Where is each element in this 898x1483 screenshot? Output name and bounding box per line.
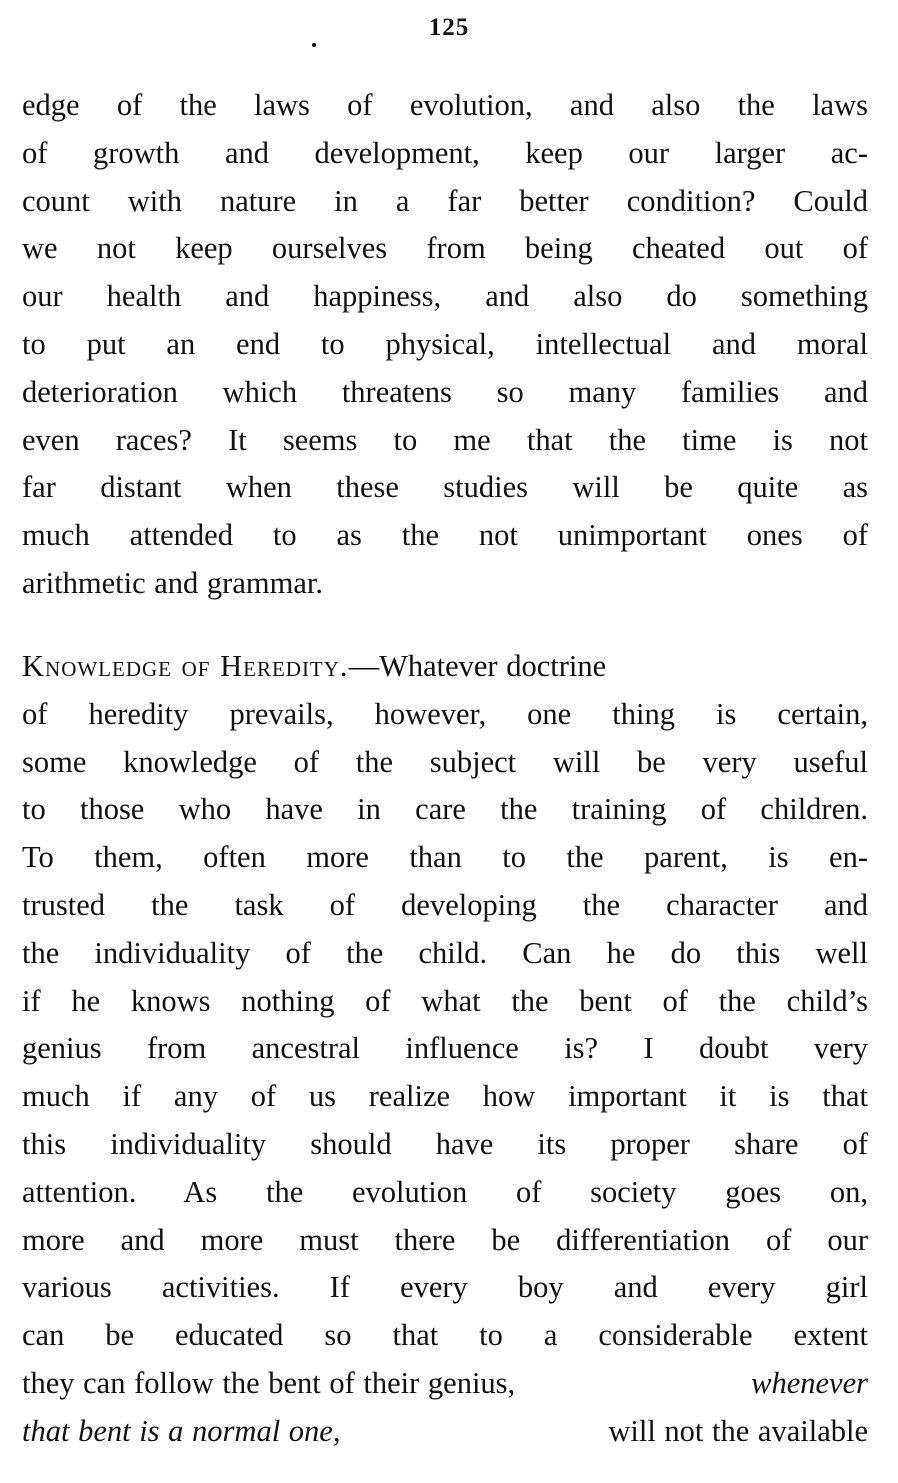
text-line: deterioration which threatens so many families and bbox=[22, 374, 868, 409]
text-line: to put an end to physical, intellectual and moral bbox=[22, 326, 868, 361]
text-line: some knowledge of the subject will be very useful bbox=[22, 744, 868, 779]
text-line: the individuality of the child. Can he do this well bbox=[22, 935, 868, 970]
text-line: genius from ancestral influence is? I doubt very bbox=[22, 1031, 868, 1066]
text-line bbox=[22, 1408, 868, 1456]
heading-continuation: —Whatever doctrine bbox=[348, 649, 607, 683]
text-line bbox=[22, 1360, 868, 1408]
text-line: attention. As the evolution of society goes on, bbox=[22, 1174, 868, 1209]
text-line: if he knows nothing of what the bent of the child’s bbox=[22, 983, 868, 1018]
emphasis-text: whenever bbox=[751, 1365, 868, 1400]
paragraph-evolution bbox=[22, 82, 868, 608]
text-line: even races? It seems to me that the time is not bbox=[22, 422, 868, 457]
paragraph-heredity bbox=[22, 643, 868, 1456]
text-line: edge of the laws of evolution, and also the laws bbox=[22, 88, 868, 122]
section-heading: Knowledge of Heredity. bbox=[22, 649, 349, 683]
print-speck bbox=[312, 43, 316, 47]
text-line: much if any of us realize how important it is that bbox=[22, 1079, 868, 1114]
text-segment: will not the available bbox=[608, 1413, 868, 1448]
text-line: various activities. If every boy and every girl bbox=[22, 1270, 868, 1305]
text-line: to those who have in care the training of children. bbox=[22, 792, 868, 827]
text-line: of growth and development, keep our larger ac- bbox=[22, 135, 868, 170]
text-line: of heredity prevails, however, one thing is certain, bbox=[22, 696, 868, 731]
text-line: arithmetic and grammar. bbox=[22, 565, 323, 600]
text-line: To them, often more than to the parent, is en- bbox=[22, 840, 868, 875]
emphasis-text: that bent is a normal one, bbox=[22, 1413, 341, 1448]
text-segment: they can follow the bent of their genius, bbox=[22, 1365, 516, 1400]
text-line: more and more must there be differentiation of our bbox=[22, 1222, 868, 1257]
text-line: we not keep ourselves from being cheated out of bbox=[22, 231, 868, 266]
text-line: this individuality should have its proper share of bbox=[22, 1126, 868, 1161]
text-line: can be educated so that to a considerable extent bbox=[22, 1318, 868, 1353]
text-line: much attended to as the not unimportant ones of bbox=[22, 518, 868, 553]
text-line: far distant when these studies will be quite as bbox=[22, 470, 868, 505]
text-line: count with nature in a far better condition? Could bbox=[22, 183, 868, 218]
text-line bbox=[22, 643, 868, 691]
text-line: our health and happiness, and also do something bbox=[22, 279, 868, 314]
page-number: 125 bbox=[428, 14, 470, 41]
text-line: trusted the task of developing the character and bbox=[22, 887, 868, 922]
